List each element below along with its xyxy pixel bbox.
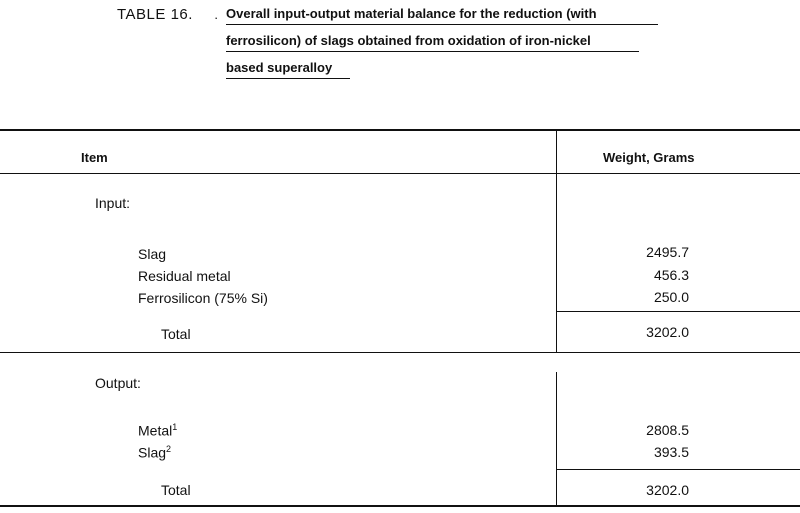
caption-underline-3 xyxy=(226,78,350,79)
caption-line-2: ferrosilicon) of slags obtained from oxidation of iron-nickel xyxy=(226,33,591,48)
output-row-item xyxy=(138,422,177,439)
column-divider-lower xyxy=(556,372,557,505)
caption-underline-1 xyxy=(226,24,658,25)
caption-line-1: Overall input-output material balance for the reduction (with xyxy=(226,6,597,21)
output-heading: Output: xyxy=(95,375,141,391)
caption-underline-2 xyxy=(226,51,639,52)
header-weight: Weight, Grams xyxy=(603,150,695,165)
input-row-item: Slag xyxy=(138,246,167,262)
table-top-rule xyxy=(0,129,800,131)
output-row-item-label: Metal xyxy=(138,422,173,439)
header-item: Item xyxy=(81,150,108,165)
footnote-marker: 2 xyxy=(166,444,172,454)
output-row-weight: 393.5 xyxy=(653,444,689,460)
section-divider-rule xyxy=(0,352,800,353)
input-total-label: Total xyxy=(161,326,191,342)
input-row-item: Residual metal xyxy=(138,268,231,284)
input-row-item: Ferrosilicon (75% Si) xyxy=(138,290,268,306)
input-total-value: 3202.0 xyxy=(646,324,689,340)
output-row-item xyxy=(138,444,171,461)
input-row-weight: 456.3 xyxy=(653,267,689,283)
output-total-label: Total xyxy=(161,482,191,498)
footnote-marker: 1 xyxy=(172,422,178,432)
input-heading: Input: xyxy=(95,195,131,211)
caption-separator-dot: · xyxy=(214,10,219,25)
output-row-weight: 2808.5 xyxy=(646,422,689,438)
caption-line-3: based superalloy xyxy=(226,60,333,75)
input-row-weight: 2495.7 xyxy=(646,244,689,260)
table-bottom-rule xyxy=(0,505,800,507)
input-row-weight: 250.0 xyxy=(653,289,689,305)
output-total-value: 3202.0 xyxy=(646,482,689,498)
header-bottom-rule xyxy=(0,173,800,174)
table-number: TABLE 16. xyxy=(117,6,193,23)
input-subtotal-rule xyxy=(556,311,800,312)
output-subtotal-rule xyxy=(556,469,800,470)
output-row-item-label: Slag xyxy=(138,444,167,461)
column-divider-upper xyxy=(556,129,557,353)
